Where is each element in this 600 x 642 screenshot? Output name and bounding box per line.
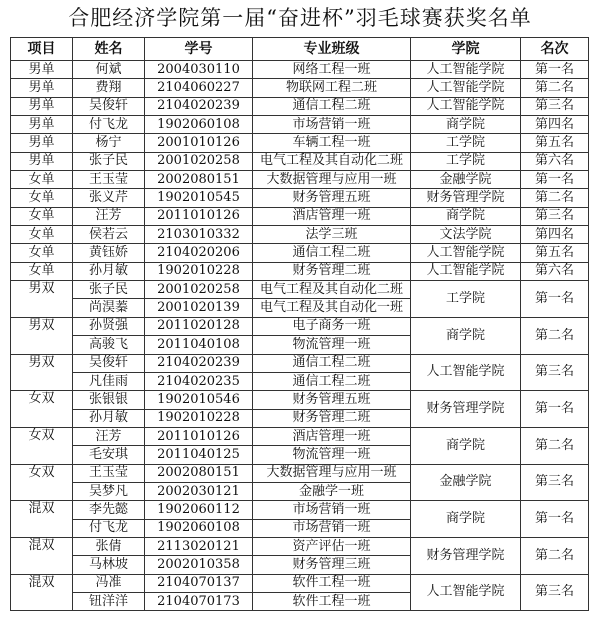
major-cell: 电子商务一班	[253, 317, 411, 335]
major-cell: 财务管理三班	[253, 556, 411, 574]
major-cell: 电气工程及其自动化二班	[253, 152, 411, 170]
college-cell: 人工智能学院	[411, 354, 521, 391]
college-cell: 商学院	[411, 207, 521, 225]
table-row	[11, 61, 589, 79]
name-cell: 凡佳雨	[73, 372, 145, 390]
major-cell: 软件工程一班	[253, 574, 411, 592]
table-row	[11, 317, 589, 335]
name-cell: 李先懿	[73, 501, 145, 519]
event-cell: 男双	[11, 281, 73, 318]
name-cell: 张银银	[73, 391, 145, 409]
major-cell: 大数据管理与应用一班	[253, 464, 411, 482]
name-cell: 高骏飞	[73, 336, 145, 354]
college-cell: 金融学院	[411, 171, 521, 189]
student-id-cell: 1902060108	[145, 116, 253, 134]
rank-cell: 第四名	[521, 226, 589, 244]
rank-cell: 第一名	[521, 61, 589, 79]
college-cell: 人工智能学院	[411, 244, 521, 262]
major-cell: 金融学一班	[253, 482, 411, 500]
name-cell: 黄钰娇	[73, 244, 145, 262]
college-cell: 工学院	[411, 152, 521, 170]
rank-cell: 第一名	[521, 391, 589, 428]
student-id-cell: 2103010332	[145, 226, 253, 244]
major-cell: 通信工程二班	[253, 372, 411, 390]
table-row	[11, 97, 589, 115]
event-cell: 混双	[11, 574, 73, 611]
table-row	[11, 501, 589, 519]
event-cell: 男双	[11, 354, 73, 391]
table-row	[11, 189, 589, 207]
major-cell: 通信工程二班	[253, 354, 411, 372]
major-cell: 财务管理二班	[253, 409, 411, 427]
major-cell: 物流管理一班	[253, 446, 411, 464]
name-cell: 何斌	[73, 61, 145, 79]
rank-cell: 第一名	[521, 501, 589, 538]
college-cell: 商学院	[411, 116, 521, 134]
college-cell: 人工智能学院	[411, 574, 521, 611]
student-id-cell: 1902060108	[145, 519, 253, 537]
major-cell: 软件工程一班	[253, 592, 411, 610]
table-row	[11, 354, 589, 372]
name-cell: 马林坡	[73, 556, 145, 574]
event-cell: 女单	[11, 171, 73, 189]
major-cell: 电气工程及其自动化二班	[253, 281, 411, 299]
college-cell: 金融学院	[411, 464, 521, 501]
rank-cell: 第二名	[521, 189, 589, 207]
name-cell: 侯若云	[73, 226, 145, 244]
table-row	[11, 537, 589, 555]
name-cell: 汪芳	[73, 207, 145, 225]
table-row	[11, 281, 589, 299]
student-id-cell: 2011010126	[145, 207, 253, 225]
event-cell: 女单	[11, 226, 73, 244]
rank-cell: 第二名	[521, 317, 589, 354]
student-id-cell: 2011040125	[145, 446, 253, 464]
table-row	[11, 226, 589, 244]
major-cell: 电气工程及其自动化一班	[253, 299, 411, 317]
name-cell: 吴俊轩	[73, 97, 145, 115]
student-id-cell: 2104020235	[145, 372, 253, 390]
student-id-cell: 2011010126	[145, 427, 253, 445]
major-cell: 市场营销一班	[253, 501, 411, 519]
name-cell: 吴俊轩	[73, 354, 145, 372]
college-cell: 财务管理学院	[411, 537, 521, 574]
student-id-cell: 2011040108	[145, 336, 253, 354]
name-cell: 杨宁	[73, 134, 145, 152]
major-cell: 车辆工程一班	[253, 134, 411, 152]
header-college: 学院	[411, 38, 521, 61]
name-cell: 尚淏蓁	[73, 299, 145, 317]
table-row	[11, 574, 589, 592]
major-cell: 市场营销一班	[253, 519, 411, 537]
major-cell: 通信工程二班	[253, 97, 411, 115]
college-cell: 商学院	[411, 427, 521, 464]
student-id-cell: 2002080151	[145, 464, 253, 482]
major-cell: 物联网工程二班	[253, 79, 411, 97]
name-cell: 王玉莹	[73, 464, 145, 482]
event-cell: 混双	[11, 501, 73, 538]
event-cell: 男单	[11, 97, 73, 115]
rank-cell: 第二名	[521, 79, 589, 97]
event-cell: 男单	[11, 134, 73, 152]
rank-cell: 第五名	[521, 134, 589, 152]
name-cell: 汪芳	[73, 427, 145, 445]
table-body	[11, 61, 589, 611]
rank-cell: 第一名	[521, 171, 589, 189]
college-cell: 财务管理学院	[411, 391, 521, 428]
student-id-cell: 1902010228	[145, 262, 253, 280]
student-id-cell: 2104070173	[145, 592, 253, 610]
table-row	[11, 262, 589, 280]
rank-cell: 第一名	[521, 281, 589, 318]
rank-cell: 第二名	[521, 537, 589, 574]
major-cell: 网络工程一班	[253, 61, 411, 79]
header-rank: 名次	[521, 38, 589, 61]
student-id-cell: 2002010358	[145, 556, 253, 574]
table-row	[11, 171, 589, 189]
college-cell: 人工智能学院	[411, 262, 521, 280]
event-cell: 男单	[11, 79, 73, 97]
college-cell: 人工智能学院	[411, 97, 521, 115]
student-id-cell: 1902010546	[145, 391, 253, 409]
event-cell: 混双	[11, 537, 73, 574]
table-row	[11, 391, 589, 409]
student-id-cell: 2002030121	[145, 482, 253, 500]
page-title: 合肥经济学院第一届“奋进杯”羽毛球赛获奖名单	[68, 6, 532, 30]
name-cell: 冯准	[73, 574, 145, 592]
event-cell: 女单	[11, 189, 73, 207]
name-cell: 付飞龙	[73, 519, 145, 537]
event-cell: 男单	[11, 116, 73, 134]
major-cell: 通信工程二班	[253, 244, 411, 262]
college-cell: 人工智能学院	[411, 79, 521, 97]
event-cell: 男单	[11, 61, 73, 79]
student-id-cell: 1902010545	[145, 189, 253, 207]
college-cell: 财务管理学院	[411, 189, 521, 207]
student-id-cell: 2104060227	[145, 79, 253, 97]
rank-cell: 第三名	[521, 464, 589, 501]
event-cell: 女单	[11, 244, 73, 262]
student-id-cell: 2104020239	[145, 354, 253, 372]
name-cell: 毛安琪	[73, 446, 145, 464]
table-row	[11, 207, 589, 225]
major-cell: 市场营销一班	[253, 116, 411, 134]
table-row	[11, 134, 589, 152]
table-row	[11, 116, 589, 134]
student-id-cell: 2004030110	[145, 61, 253, 79]
college-cell: 商学院	[411, 317, 521, 354]
student-id-cell: 2011020128	[145, 317, 253, 335]
name-cell: 钮洋洋	[73, 592, 145, 610]
rank-cell: 第六名	[521, 152, 589, 170]
header-student-id: 学号	[145, 38, 253, 61]
student-id-cell: 2001020258	[145, 152, 253, 170]
event-cell: 女单	[11, 207, 73, 225]
award-table	[10, 37, 589, 611]
table-row	[11, 79, 589, 97]
rank-cell: 第三名	[521, 354, 589, 391]
table-row	[11, 464, 589, 482]
name-cell: 张子民	[73, 152, 145, 170]
major-cell: 大数据管理与应用一班	[253, 171, 411, 189]
major-cell: 财务管理二班	[253, 262, 411, 280]
college-cell: 文法学院	[411, 226, 521, 244]
event-cell: 男双	[11, 317, 73, 354]
header-event: 项目	[11, 38, 73, 61]
college-cell: 工学院	[411, 134, 521, 152]
student-id-cell: 1902010228	[145, 409, 253, 427]
college-cell: 商学院	[411, 501, 521, 538]
name-cell: 费翔	[73, 79, 145, 97]
student-id-cell: 2104020206	[145, 244, 253, 262]
name-cell: 张倩	[73, 537, 145, 555]
name-cell: 王玉莹	[73, 171, 145, 189]
major-cell: 财务管理五班	[253, 189, 411, 207]
table-row	[11, 244, 589, 262]
table-row	[11, 152, 589, 170]
name-cell: 付飞龙	[73, 116, 145, 134]
student-id-cell: 2001020139	[145, 299, 253, 317]
major-cell: 酒店管理一班	[253, 427, 411, 445]
event-cell: 女双	[11, 464, 73, 501]
name-cell: 张义芹	[73, 189, 145, 207]
college-cell: 人工智能学院	[411, 61, 521, 79]
rank-cell: 第三名	[521, 574, 589, 611]
student-id-cell: 2002080151	[145, 171, 253, 189]
name-cell: 孙月敏	[73, 409, 145, 427]
rank-cell: 第六名	[521, 262, 589, 280]
rank-cell: 第四名	[521, 116, 589, 134]
major-cell: 酒店管理一班	[253, 207, 411, 225]
rank-cell: 第三名	[521, 97, 589, 115]
name-cell: 张子民	[73, 281, 145, 299]
name-cell: 孙贤强	[73, 317, 145, 335]
student-id-cell: 1902060112	[145, 501, 253, 519]
student-id-cell: 2104070137	[145, 574, 253, 592]
event-cell: 女单	[11, 262, 73, 280]
student-id-cell: 2104020239	[145, 97, 253, 115]
header-major-class: 专业班级	[253, 38, 411, 61]
rank-cell: 第二名	[521, 427, 589, 464]
event-cell: 男单	[11, 152, 73, 170]
header-name: 姓名	[73, 38, 145, 61]
header-row	[11, 38, 589, 61]
event-cell: 女双	[11, 391, 73, 428]
major-cell: 法学三班	[253, 226, 411, 244]
major-cell: 财务管理五班	[253, 391, 411, 409]
college-cell: 工学院	[411, 281, 521, 318]
name-cell: 吴梦凡	[73, 482, 145, 500]
rank-cell: 第五名	[521, 244, 589, 262]
student-id-cell: 2001010126	[145, 134, 253, 152]
rank-cell: 第三名	[521, 207, 589, 225]
event-cell: 女双	[11, 427, 73, 464]
name-cell: 孙月敏	[73, 262, 145, 280]
student-id-cell: 2001020258	[145, 281, 253, 299]
table-row	[11, 427, 589, 445]
major-cell: 物流管理一班	[253, 336, 411, 354]
student-id-cell: 2113020121	[145, 537, 253, 555]
major-cell: 资产评估一班	[253, 537, 411, 555]
